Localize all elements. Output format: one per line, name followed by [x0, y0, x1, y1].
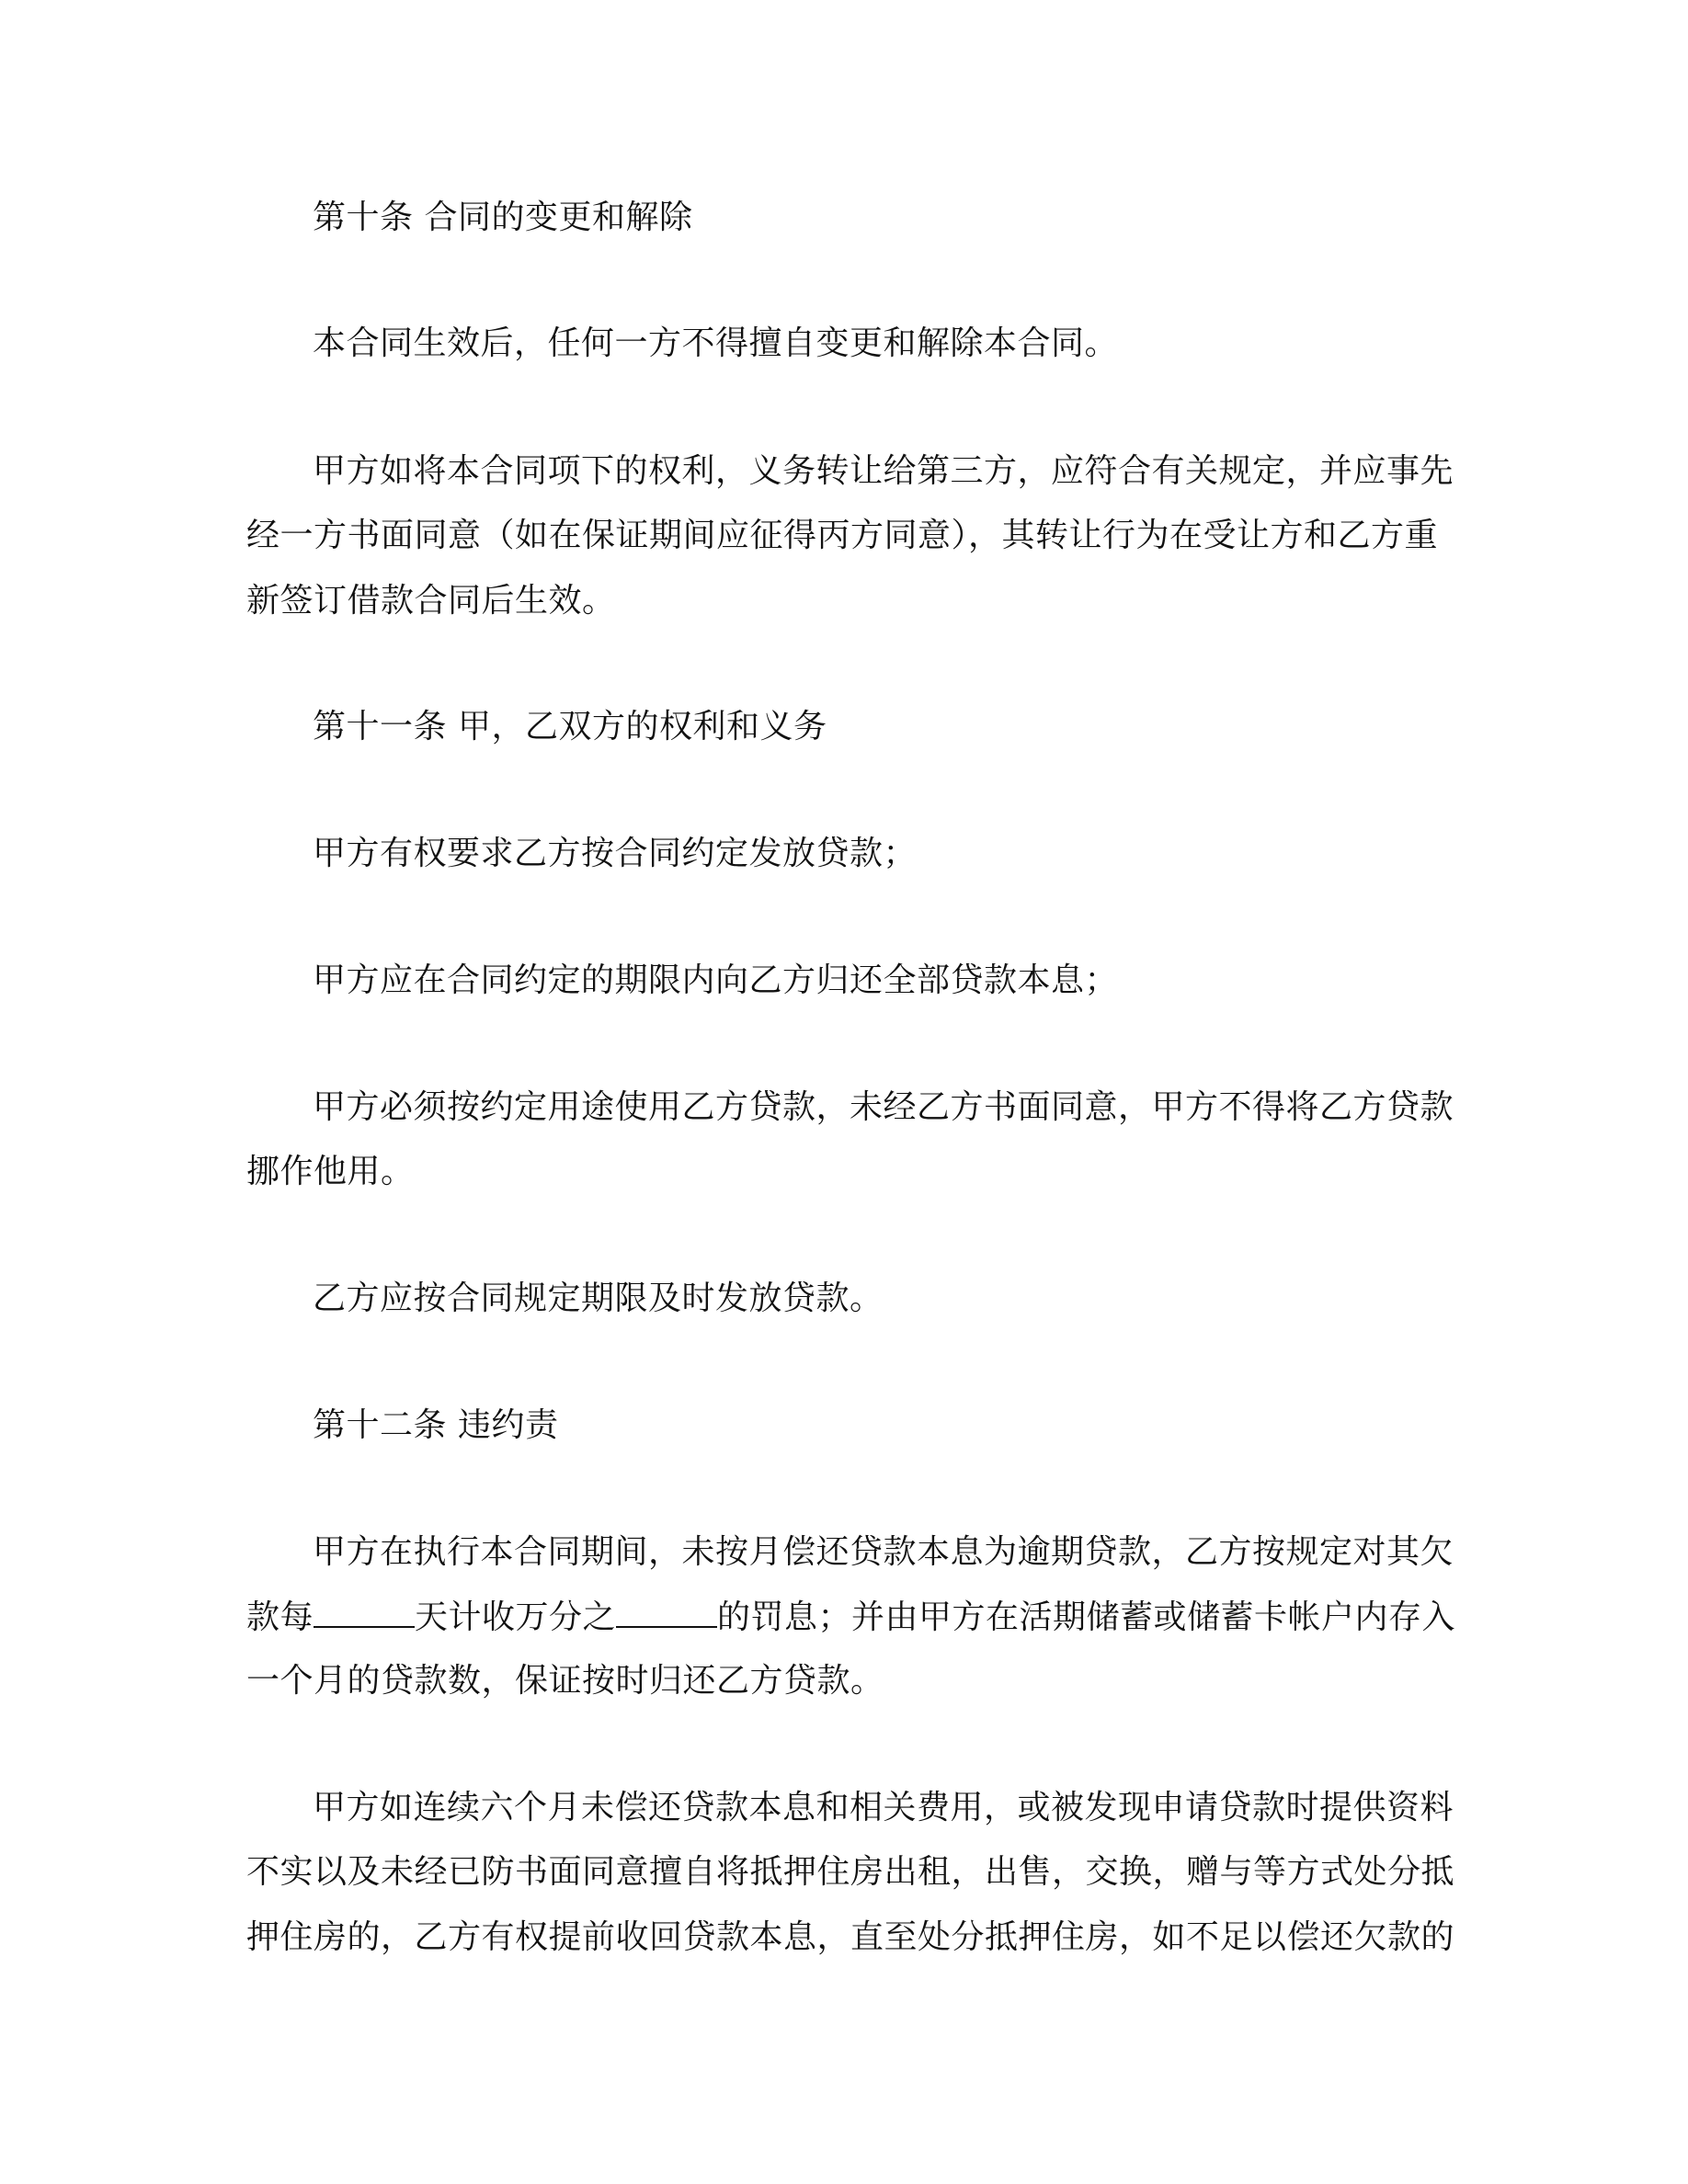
- article-12-paragraph-1-line-2: [246, 1595, 1456, 1640]
- article-10-paragraph-2-line-1: 甲方如将本合同项下的权利，义务转让给第三方，应符合有关规定，并应事先: [313, 452, 1454, 490]
- article-12-heading: 第十二条 违约责: [313, 1406, 559, 1444]
- article-11-paragraph-3-line-1: 甲方必须按约定用途使用乙方贷款，未经乙方书面同意，甲方不得将乙方贷款: [313, 1088, 1454, 1126]
- article-10-paragraph-1: 本合同生效后，任何一方不得擅自变更和解除本合同。: [313, 324, 1119, 362]
- penalty-text-b: 天计收万分之: [415, 1598, 617, 1636]
- article-11-heading: 第十一条 甲，乙双方的权利和义务: [313, 708, 827, 745]
- article-11-paragraph-3-line-2: 挪作他用。: [246, 1153, 415, 1190]
- article-11-paragraph-2: 甲方应在合同约定的期限内向乙方归还全部贷款本息；: [313, 961, 1119, 999]
- article-10-paragraph-2-line-3: 新签订借款合同后生效。: [246, 582, 616, 620]
- article-12-paragraph-1-line-3: 一个月的贷款数，保证按时归还乙方贷款。: [246, 1662, 884, 1700]
- article-12-paragraph-1-line-1: 甲方在执行本合同期间，未按月偿还贷款本息为逾期贷款，乙方按规定对其欠: [313, 1533, 1454, 1571]
- rate-blank: [616, 1595, 717, 1628]
- article-12-paragraph-2-line-2: 不实以及未经已防书面同意擅自将抵押住房出租，出售，交换，赠与等方式处分抵: [246, 1853, 1455, 1891]
- days-blank: [314, 1595, 415, 1628]
- article-11-paragraph-4: 乙方应按合同规定期限及时发放贷款。: [313, 1280, 884, 1317]
- article-12-paragraph-2-line-1: 甲方如连续六个月未偿还贷款本息和相关费用，或被发现申请贷款时提供资料: [313, 1789, 1454, 1826]
- article-10-heading: 第十条 合同的变更和解除: [313, 199, 693, 236]
- article-10-paragraph-2-line-2: 经一方书面同意（如在保证期间应征得丙方同意），其转让行为在受让方和乙方重: [246, 517, 1439, 554]
- penalty-text-a: 款每: [246, 1598, 314, 1636]
- article-12-paragraph-2-line-3: 押住房的，乙方有权提前收回贷款本息，直至处分抵押住房，如不足以偿还欠款的: [246, 1918, 1455, 1956]
- penalty-text-c: 的罚息；并由甲方在活期储蓄或储蓄卡帐户内存入: [717, 1598, 1456, 1636]
- article-11-paragraph-1: 甲方有权要求乙方按合同约定发放贷款；: [313, 835, 918, 872]
